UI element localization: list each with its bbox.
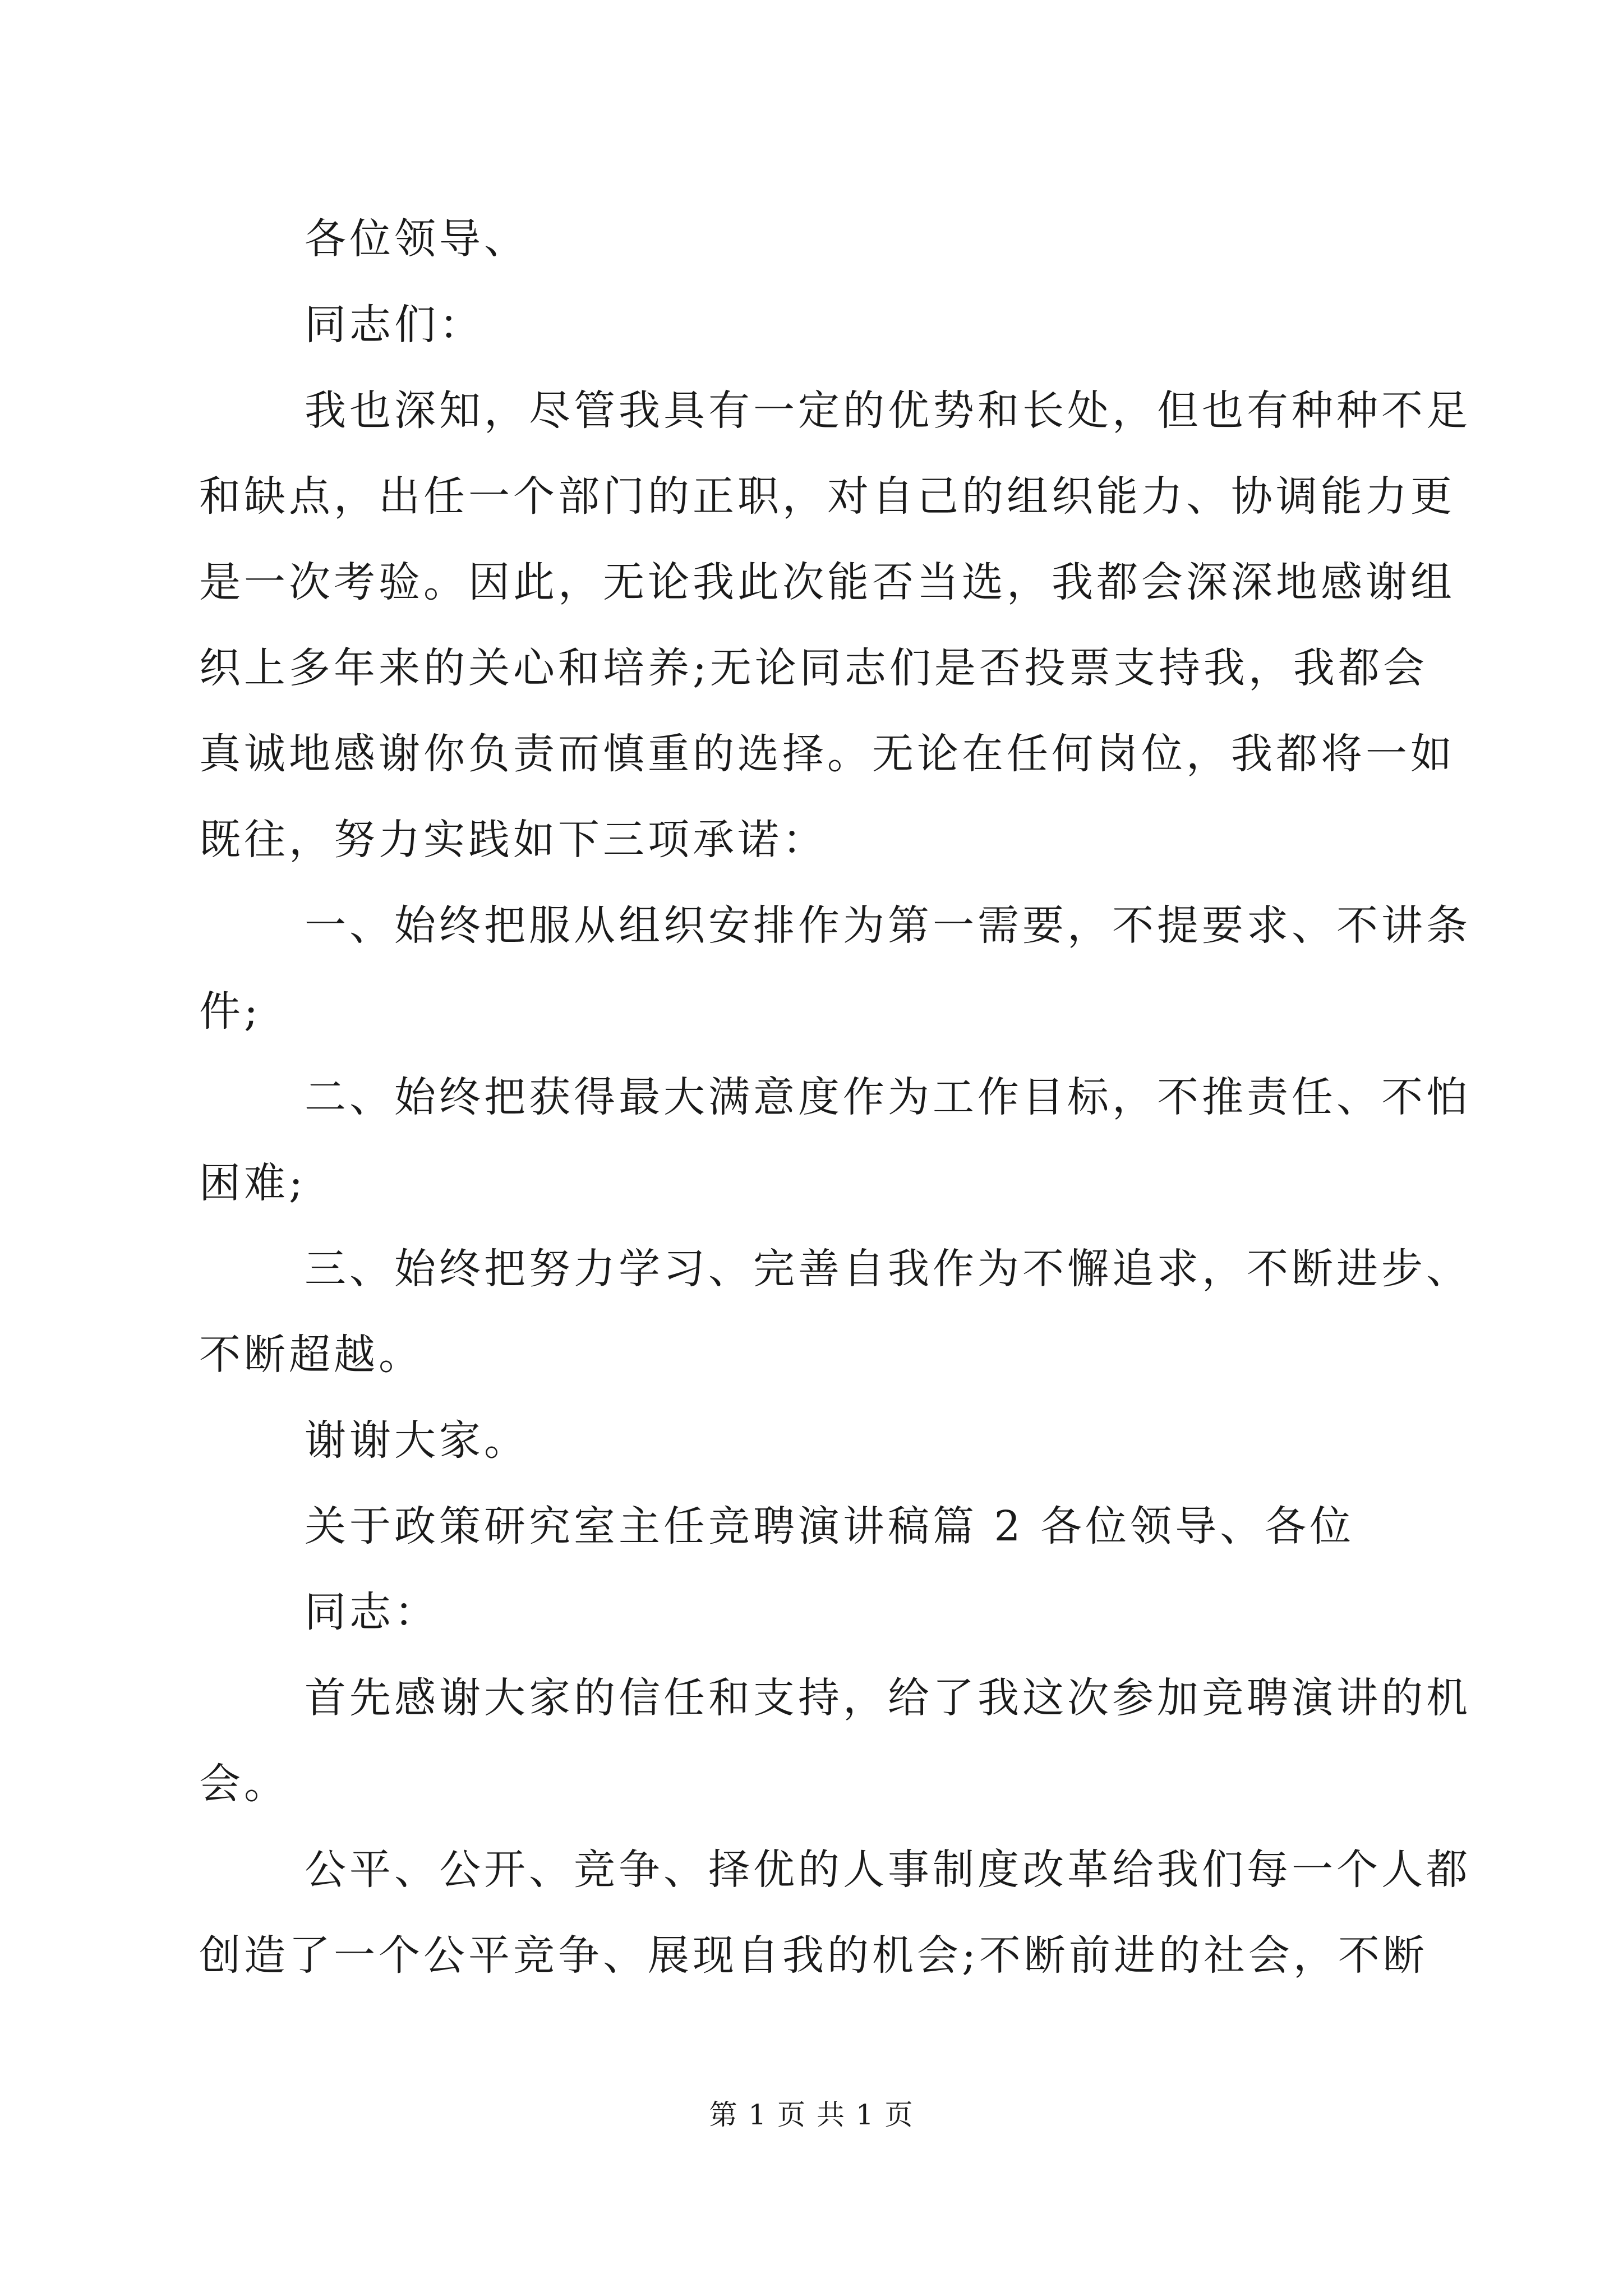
text-line-14: 不断超越。 bbox=[199, 1331, 423, 1379]
text-line-17: 同志： bbox=[305, 1588, 439, 1636]
text-line-1: 各位领导、 bbox=[305, 215, 529, 263]
text-line-15: 谢谢大家。 bbox=[305, 1416, 529, 1465]
document-body bbox=[199, 196, 1471, 1999]
text-line-9: 一、始终把服从组织安排作为第一需要，不提要求、不讲条 bbox=[305, 901, 1471, 950]
text-line-6: 织上多年来的关心和培养;无论同志们是否投票支持我，我都会 bbox=[199, 644, 1428, 692]
text-line-11: 二、始终把获得最大满意度作为工作目标，不推责任、不怕 bbox=[305, 1073, 1471, 1121]
text-line-20: 公平、公开、竞争、择优的人事制度改革给我们每一个人都 bbox=[305, 1846, 1471, 1894]
text-line-19: 会。 bbox=[199, 1760, 289, 1808]
text-line-8: 既往，努力实践如下三项承诺： bbox=[199, 816, 827, 864]
text-line-2: 同志们： bbox=[305, 301, 484, 349]
page-number-footer: 第 1 页 共 1 页 bbox=[709, 2099, 914, 2131]
text-line-18: 首先感谢大家的信任和支持，给了我这次参加竞聘演讲的机 bbox=[305, 1674, 1471, 1722]
text-line-12: 困难; bbox=[199, 1159, 306, 1207]
text-line-10: 件; bbox=[199, 987, 261, 1036]
text-line-5: 是一次考验。因此，无论我此次能否当选，我都会深深地感谢组 bbox=[199, 558, 1455, 606]
text-line-4: 和缺点，出任一个部门的正职，对自己的组织能力、协调能力更 bbox=[199, 472, 1455, 521]
text-line-3: 我也深知，尽管我具有一定的优势和长处，但也有种种不足 bbox=[305, 386, 1471, 435]
text-line-16: 关于政策研究室主任竞聘演讲稿篇 2 各位领导、各位 bbox=[305, 1502, 1355, 1550]
text-line-13: 三、始终把努力学习、完善自我作为不懈追求，不断进步、 bbox=[305, 1245, 1471, 1293]
text-line-7: 真诚地感谢你负责而慎重的选择。无论在任何岗位，我都将一如 bbox=[199, 730, 1455, 778]
text-line-21: 创造了一个公平竞争、展现自我的机会;不断前进的社会，不断 bbox=[199, 1931, 1428, 1980]
